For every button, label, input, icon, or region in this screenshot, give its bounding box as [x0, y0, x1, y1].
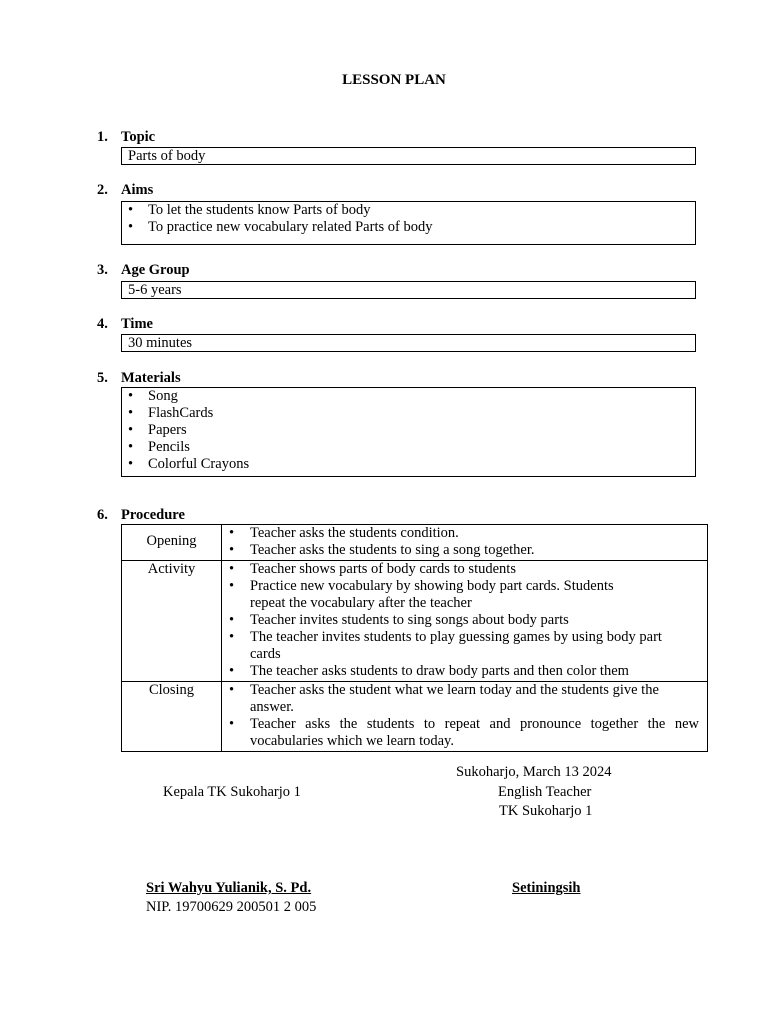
aims-list: [122, 202, 695, 236]
teacher-role: English Teacher: [498, 784, 592, 800]
teacher-organization: TK Sukoharjo 1: [499, 803, 593, 819]
materials-list: [122, 388, 695, 473]
table-row: [122, 561, 708, 682]
list-item: • Teacher asks the student what we learn today and the students give the answer.: [222, 682, 699, 716]
list-item: • Teacher shows parts of body cards to students: [222, 561, 699, 578]
phase-cell-activity: Activity: [122, 561, 222, 682]
place-date: Sukoharjo, March 13 2024: [456, 764, 612, 780]
list-item: • Teacher asks the students condition.: [222, 525, 699, 542]
list-item: • Teacher asks the students to sing a song together.: [222, 542, 699, 559]
table-row: [122, 525, 708, 561]
principal-role: Kepala TK Sukoharjo 1: [163, 784, 301, 800]
topic-value: Parts of body: [128, 148, 206, 164]
aims-box: [121, 201, 696, 245]
materials-item: • Pencils: [122, 439, 695, 456]
steps-cell-closing: [222, 682, 708, 752]
section-title-time: Time: [121, 316, 153, 332]
list-item: • The teacher asks students to draw body parts and then color them: [222, 663, 699, 680]
teacher-name: Setiningsih: [512, 880, 581, 896]
page-title: LESSON PLAN: [342, 72, 446, 88]
section-number-aims: 2.: [97, 182, 108, 198]
phase-cell-closing: Closing: [122, 682, 222, 752]
section-title-age-group: Age Group: [121, 262, 190, 278]
list-item: • Teacher invites students to sing songs about body parts: [222, 612, 699, 629]
table-row: [122, 682, 708, 752]
list-item: • Practice new vocabulary by showing body part cards. Students repeat the vocabulary after the teacher: [222, 578, 699, 612]
topic-box: [121, 147, 696, 165]
aims-item: • To let the students know Parts of body: [122, 202, 695, 219]
materials-item: • Colorful Crayons: [122, 456, 695, 473]
procedure-table: [121, 524, 708, 752]
section-title-materials: Materials: [121, 370, 181, 386]
age-group-box: [121, 281, 696, 299]
materials-item: • Song: [122, 388, 695, 405]
section-title-procedure: Procedure: [121, 507, 185, 523]
list-item: • The teacher invites students to play guessing games by using body part cards: [222, 629, 699, 663]
phase-cell-opening: Opening: [122, 525, 222, 561]
section-title-aims: Aims: [121, 182, 154, 198]
section-number-age-group: 3.: [97, 262, 108, 278]
steps-cell-activity: [222, 561, 708, 682]
list-item: • Teacher asks the students to repeat and pronounce together the new vocabularies which we learn today.: [222, 716, 699, 750]
steps-cell-opening: [222, 525, 708, 561]
materials-item: • Papers: [122, 422, 695, 439]
materials-box: [121, 387, 696, 477]
section-number-procedure: 6.: [97, 507, 108, 523]
age-group-value: 5-6 years: [128, 282, 182, 298]
aims-item: • To practice new vocabulary related Parts of body: [122, 219, 695, 236]
principal-nip: NIP. 19700629 200501 2 005: [146, 899, 317, 915]
principal-name: Sri Wahyu Yulianik, S. Pd.: [146, 880, 312, 896]
section-number-time: 4.: [97, 316, 108, 332]
section-number-topic: 1.: [97, 129, 108, 145]
time-value: 30 minutes: [128, 335, 193, 351]
time-box: [121, 334, 696, 352]
section-title-topic: Topic: [121, 129, 156, 145]
materials-item: • FlashCards: [122, 405, 695, 422]
section-number-materials: 5.: [97, 370, 108, 386]
